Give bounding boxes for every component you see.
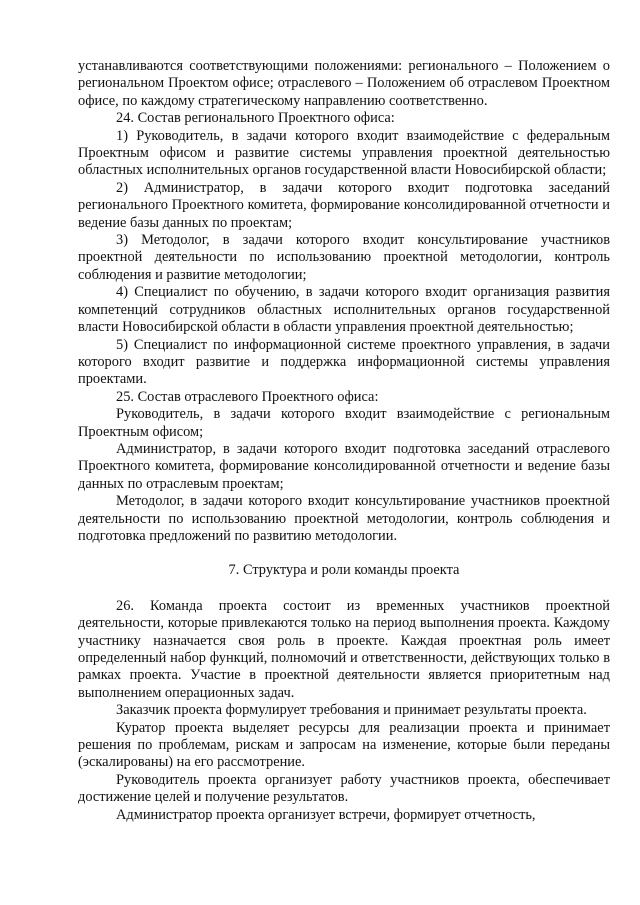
paragraph-regional-training-specialist: 4) Специалист по обучению, в задачи которого входит организация развития компетенций сотрудников областных исполнительных органов государственной власти Новосибирской области в области управления проектной деятельностью; [78, 284, 610, 336]
paragraph-continuation: устанавливаются соответствующими положениями: регионального – Положением о региональном Проектом офисе; отраслевого – Положением об отраслевом Проектном офисе, по каждому стратегическому направлению соответственно. [78, 58, 610, 109]
paragraph-branch-administrator: Администратор, в задачи которого входит подготовка заседаний отраслевого Проектного комитета, формирование консолидированной отчетности и ведение базы данных по отраслевым проектам; [78, 440, 610, 492]
paragraph-branch-head: Руководитель, в задачи которого входит взаимодействие с региональным Проектным офисом; [78, 406, 610, 440]
section-heading: 7. Структура и роли команды проекта [228, 562, 460, 579]
paragraph-regional-is-specialist: 5) Специалист по информационной системе проектного управления, в задачи которого входит развитие и поддержка информационной системы управления проектами. [78, 336, 610, 388]
paragraph-regional-administrator: 2) Администратор, в задачи которого входит подготовка заседаний регионального Проектного комитета, формирование консолидированной отчетности и ведение базы данных по проектам; [78, 179, 610, 231]
paragraph-item-26: 26. Команда проекта состоит из временных участников проектной деятельности, которые привлекаются только на период выполнения проекта. Каждому участнику назначается своя роль в проекте. Каждая проектная роль имеет определенный набор функций, полномочий и ответственности, действующих только в рамках проекта. Участие в проектной деятельности является приоритетным над выполнением операционных задач. [78, 597, 610, 701]
paragraph-project-customer: Заказчик проекта формулирует требования и принимает результаты проекта. [116, 702, 587, 719]
paragraph-branch-methodologist: Методолог, в задачи которого входит консультирование участников проектной деятельности по использованию проектной методологии, контроль соблюдения и подготовка предложений по развитию методологии. [78, 493, 610, 544]
paragraph-project-administrator: Администратор проекта организует встречи, формирует отчетность, [116, 806, 536, 823]
paragraph-project-manager: Руководитель проекта организует работу участников проекта, обеспечивает достижение целей и получение результатов. [78, 771, 610, 806]
paragraph-item-25: 25. Состав отраслевого Проектного офиса: [116, 388, 379, 405]
paragraph-item-24: 24. Состав регионального Проектного офиса: [116, 110, 395, 127]
paragraph-regional-head: 1) Руководитель, в задачи которого входит взаимодействие с федеральным Проектным офисом и развитие системы управления проектной деятельностью областных исполнительных органов государственной власти Новосибирской области; [78, 127, 610, 179]
paragraph-project-curator: Куратор проекта выделяет ресурсы для реализации проекта и принимает решения по проблемам, рискам и запросам на изменение, которые были переданы (эскалированы) на его рассмотрение. [78, 719, 610, 771]
document-body [78, 58, 610, 824]
paragraph-regional-methodologist: 3) Методолог, в задачи которого входит консультирование участников проектной деятельности по использованию проектной методологии, контроль соблюдения и развитие методологии; [78, 232, 610, 283]
